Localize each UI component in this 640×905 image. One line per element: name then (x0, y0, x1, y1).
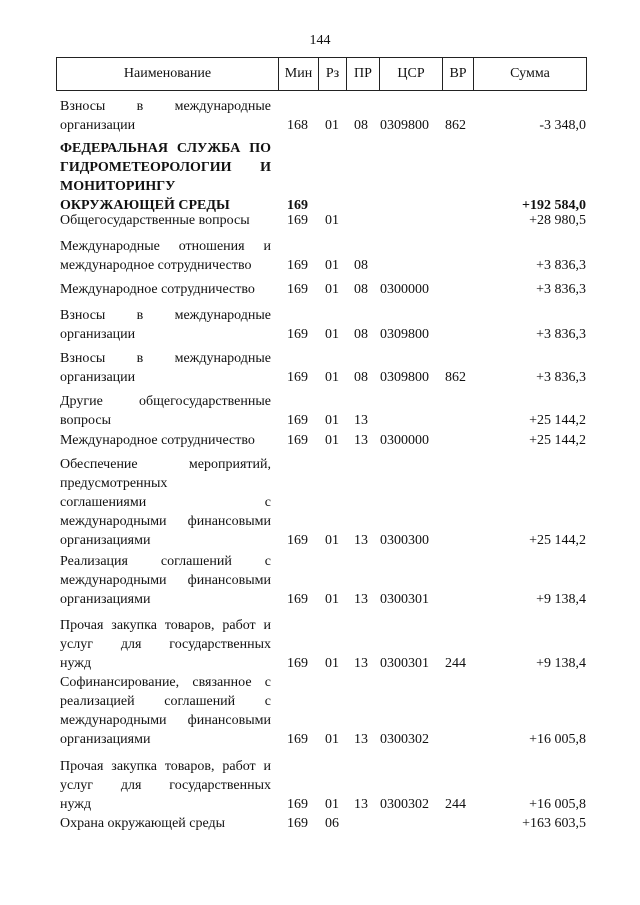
row-pr: 13 (354, 533, 368, 548)
row-vr: 244 (445, 656, 466, 671)
row-name (60, 814, 271, 833)
row-rz: 01 (325, 533, 339, 548)
row-csr: 0300302 (380, 797, 429, 812)
row-rz: 01 (325, 258, 339, 273)
row-min: 169 (287, 413, 308, 428)
table-row (0, 237, 640, 275)
row-name-line: вопросы (60, 413, 111, 428)
row-sum: +9 138,4 (536, 592, 586, 607)
row-name-line: соглашениями с (60, 495, 271, 510)
row-rz: 01 (325, 370, 339, 385)
row-name (60, 306, 271, 344)
row-min: 169 (287, 213, 308, 228)
row-min: 169 (287, 533, 308, 548)
row-sum: +192 584,0 (522, 198, 586, 213)
header-min: Мин (279, 58, 319, 90)
row-pr: 08 (354, 258, 368, 273)
table-header (56, 57, 587, 91)
row-name-line: Реализация соглашений с (60, 554, 271, 569)
row-name-line: международными финансовыми (60, 573, 271, 588)
row-name (60, 392, 271, 430)
header-pr: ПР (347, 58, 380, 90)
table-row (0, 280, 640, 299)
row-rz: 01 (325, 592, 339, 607)
row-name-line: услуг для государственных (60, 637, 271, 652)
row-name-line: Охрана окружающей среды (60, 816, 226, 831)
row-name-line: ГИДРОМЕТЕОРОЛОГИИ И (60, 160, 271, 175)
row-pr: 13 (354, 656, 368, 671)
row-rz: 01 (325, 797, 339, 812)
row-csr: 0309800 (380, 118, 429, 133)
row-csr: 0300300 (380, 533, 429, 548)
table-row (0, 552, 640, 609)
row-name-line: организациями (60, 592, 151, 607)
row-min: 169 (287, 198, 308, 213)
row-name-line: МОНИТОРИНГУ (60, 179, 176, 194)
row-min: 169 (287, 433, 308, 448)
row-pr: 13 (354, 413, 368, 428)
row-name-line: услуг для государственных (60, 778, 271, 793)
row-sum: +3 836,3 (536, 258, 586, 273)
row-name (60, 211, 271, 230)
row-name-line: Взносы в международные (60, 99, 271, 114)
row-name (60, 280, 271, 299)
header-rz: Рз (319, 58, 347, 90)
header-vr: ВР (443, 58, 474, 90)
row-pr: 08 (354, 370, 368, 385)
row-sum: +3 836,3 (536, 327, 586, 342)
row-name (60, 757, 271, 814)
row-sum: -3 348,0 (539, 118, 586, 133)
row-name-line: Другие общегосударственные (60, 394, 271, 409)
row-min: 169 (287, 732, 308, 747)
row-min: 169 (287, 592, 308, 607)
row-name (60, 673, 271, 749)
row-name-line: Прочая закупка товаров, работ и (60, 618, 271, 633)
row-csr: 0309800 (380, 370, 429, 385)
row-name-line: Софинансирование, связанное с (60, 675, 271, 690)
row-name (60, 349, 271, 387)
row-pr: 08 (354, 118, 368, 133)
row-vr: 862 (445, 370, 466, 385)
row-min: 169 (287, 370, 308, 385)
row-rz: 01 (325, 413, 339, 428)
row-name-line: Общегосударственные вопросы (60, 213, 250, 228)
row-sum: +163 603,5 (522, 816, 586, 831)
row-rz: 01 (325, 656, 339, 671)
row-min: 169 (287, 282, 308, 297)
row-pr: 13 (354, 592, 368, 607)
row-csr: 0300301 (380, 656, 429, 671)
row-pr: 13 (354, 797, 368, 812)
row-name (60, 97, 271, 135)
row-rz: 01 (325, 282, 339, 297)
row-rz: 01 (325, 213, 339, 228)
row-name (60, 139, 271, 215)
table-row (0, 139, 640, 215)
row-csr: 0300302 (380, 732, 429, 747)
row-vr: 244 (445, 797, 466, 812)
table-row (0, 97, 640, 135)
row-name-line: организациями (60, 533, 151, 548)
row-pr: 13 (354, 732, 368, 747)
row-sum: +3 836,3 (536, 370, 586, 385)
table-row (0, 455, 640, 550)
table-row (0, 673, 640, 749)
header-name: Наименование (57, 58, 279, 90)
row-sum: +16 005,8 (529, 732, 586, 747)
table-row (0, 392, 640, 430)
row-rz: 06 (325, 816, 339, 831)
row-min: 169 (287, 816, 308, 831)
row-name (60, 616, 271, 673)
table-row (0, 431, 640, 450)
row-name-line: нужд (60, 656, 92, 671)
row-name-line: международное сотрудничество (60, 258, 252, 273)
row-name-line: международными финансовыми (60, 713, 271, 728)
row-csr: 0300301 (380, 592, 429, 607)
row-csr: 0300000 (380, 433, 429, 448)
row-name-line: ФЕДЕРАЛЬНАЯ СЛУЖБА ПО (60, 141, 271, 156)
table-row (0, 814, 640, 833)
row-name-line: Международные отношения и (60, 239, 271, 254)
row-sum: +3 836,3 (536, 282, 586, 297)
row-min: 169 (287, 656, 308, 671)
row-pr: 13 (354, 433, 368, 448)
row-sum: +16 005,8 (529, 797, 586, 812)
row-name-line: реализацией соглашений с (60, 694, 271, 709)
row-min: 169 (287, 258, 308, 273)
row-sum: +25 144,2 (529, 413, 586, 428)
row-rz: 01 (325, 732, 339, 747)
row-pr: 08 (354, 327, 368, 342)
row-min: 169 (287, 327, 308, 342)
table-row (0, 306, 640, 344)
row-name-line: организациями (60, 732, 151, 747)
row-name-line: организации (60, 370, 136, 385)
row-rz: 01 (325, 327, 339, 342)
table-row (0, 349, 640, 387)
row-pr: 08 (354, 282, 368, 297)
table-row (0, 616, 640, 673)
row-name (60, 552, 271, 609)
row-name-line: предусмотренных (60, 476, 168, 491)
row-name-line: Международное сотрудничество (60, 433, 255, 448)
table-row (0, 211, 640, 230)
row-min: 168 (287, 118, 308, 133)
row-name-line: Взносы в международные (60, 351, 271, 366)
row-name-line: ОКРУЖАЮЩЕЙ СРЕДЫ (60, 198, 230, 213)
page-number: 144 (309, 33, 331, 48)
row-min: 169 (287, 797, 308, 812)
row-vr: 862 (445, 118, 466, 133)
row-name (60, 455, 271, 550)
row-rz: 01 (325, 118, 339, 133)
row-name-line: Взносы в международные (60, 308, 271, 323)
row-name-line: Международное сотрудничество (60, 282, 255, 297)
row-sum: +9 138,4 (536, 656, 586, 671)
row-name-line: международными финансовыми (60, 514, 271, 529)
row-csr: 0300000 (380, 282, 429, 297)
header-csr: ЦСР (380, 58, 443, 90)
row-sum: +28 980,5 (529, 213, 586, 228)
row-name-line: Прочая закупка товаров, работ и (60, 759, 271, 774)
table-row (0, 757, 640, 814)
row-csr: 0309800 (380, 327, 429, 342)
row-name-line: организации (60, 118, 136, 133)
row-name (60, 237, 271, 275)
row-sum: +25 144,2 (529, 533, 586, 548)
row-name (60, 431, 271, 450)
row-sum: +25 144,2 (529, 433, 586, 448)
row-name-line: нужд (60, 797, 92, 812)
row-name-line: Обеспечение мероприятий, (60, 457, 271, 472)
header-sum: Сумма (510, 66, 550, 81)
row-rz: 01 (325, 433, 339, 448)
row-name-line: организации (60, 327, 136, 342)
